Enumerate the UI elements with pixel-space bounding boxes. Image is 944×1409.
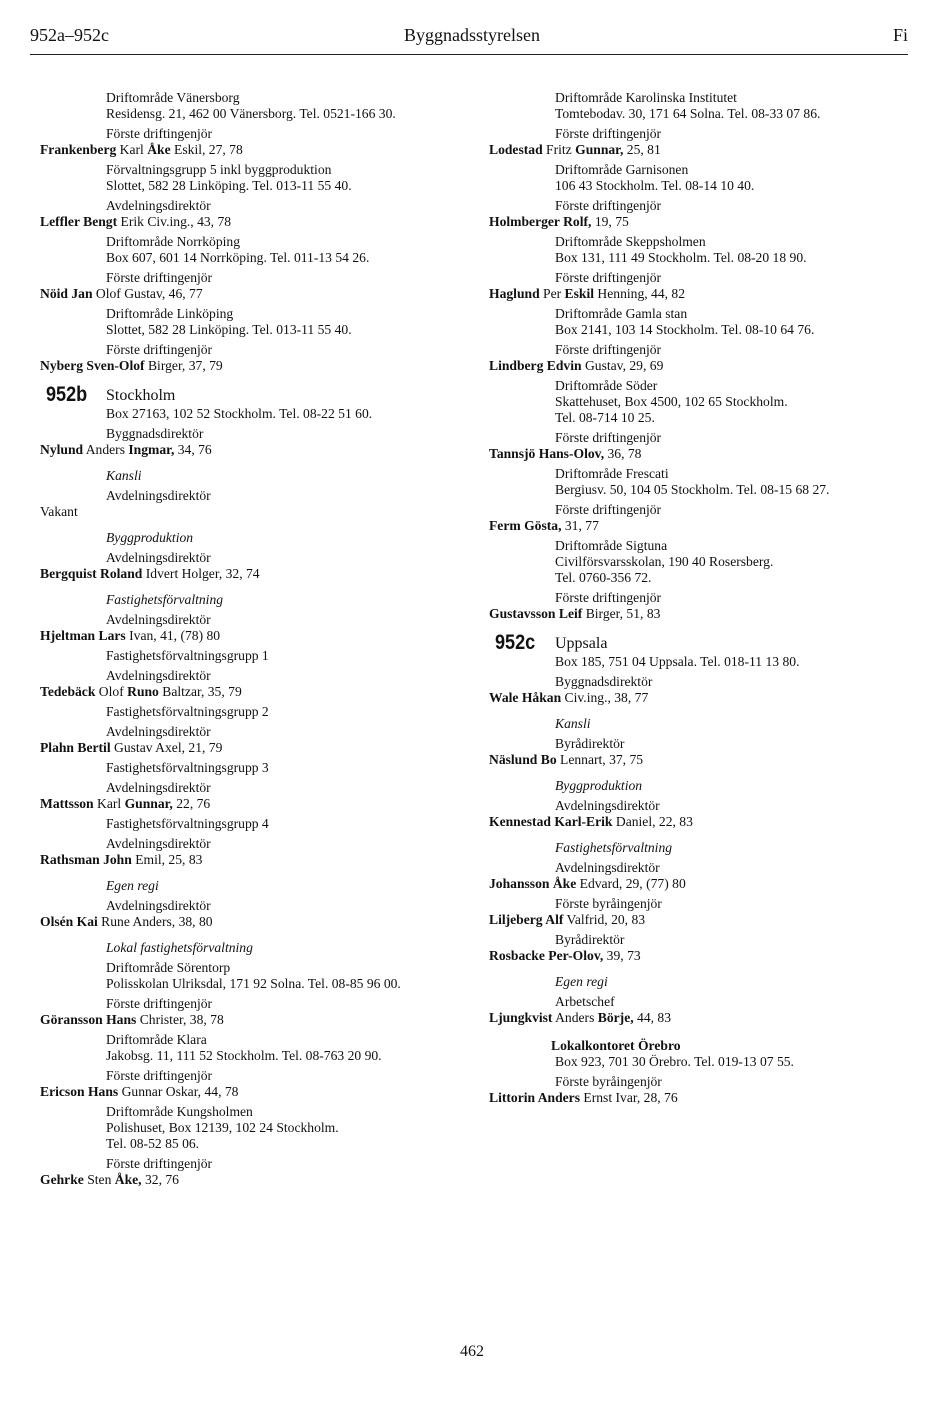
entry-title: Driftområde Vänersborg [106,90,240,105]
person-surname: Olsén Kai [40,914,98,929]
person-callname: Åke, [114,1172,142,1187]
person-surname: Johansson Åke [489,876,577,891]
left-column [40,86,470,1188]
person-details: Civ.ing., 38, 77 [561,690,649,705]
entry-title: Driftområde Klara [106,1032,207,1047]
person-surname: Wale Håkan [489,690,562,705]
person-callname: Börje, [597,1010,634,1025]
section-city: Uppsala [555,635,608,652]
entry-title: Förste byråingenjör [555,1074,662,1089]
unit-heading: Kansli [555,716,591,731]
person-callname: Eskil [564,286,595,301]
person-details: Gustav, 29, 69 [581,358,664,373]
entry-title: Förste driftingenjör [106,342,213,357]
entry-title: Driftområde Skeppsholmen [555,234,706,249]
address-line: Tel. 0760-356 72. [555,570,652,585]
header-rule [30,54,908,55]
person-surname: Liljeberg Alf [489,912,564,927]
person-details: Birger, 37, 79 [144,358,223,373]
person-surname: Tannsjö Hans-Olov, [489,446,605,461]
entry-title: Byrådirektör [555,736,625,751]
person-surname: Plahn Bertil [40,740,111,755]
address-line: 106 43 Stockholm. Tel. 08-14 10 40. [555,178,755,193]
person-details: Valfrid, 20, 83 [563,912,646,927]
person-details: Olof Gustav, 46, 77 [92,286,203,301]
person-surname: Rosbacke Per-Olov, [489,948,604,963]
entry-title: Avdelningsdirektör [106,550,211,565]
person-callname: Gunnar, [124,796,173,811]
person-surname: Frankenberg [40,142,117,157]
section-heading [489,632,919,654]
unit-heading: Kansli [106,468,142,483]
person-surname: Hjeltman Lars [40,628,126,643]
person-surname: Bergquist Roland [40,566,143,581]
person-details: 19, 75 [591,214,629,229]
address-line: Skattehuset, Box 4500, 102 65 Stockholm. [555,394,788,409]
unit-heading: Fastighetsförvaltning [555,840,673,855]
entry-title: Förste driftingenjör [555,430,662,445]
person-surname: Göransson Hans [40,1012,137,1027]
address-line: Polisskolan Ulriksdal, 171 92 Solna. Tel. 08-85 96 00. [106,976,401,991]
section-heading [40,384,470,406]
person-details: Idvert Holger, 32, 74 [142,566,260,581]
person-details: 22, 76 [172,796,211,811]
person-details: Karl [116,142,148,157]
person-details: Lennart, 37, 75 [556,752,644,767]
person-entry [40,684,470,700]
entry-title: Driftområde Sigtuna [555,538,668,553]
person-entry [40,796,470,812]
office-heading: Lokalkontoret Örebro [551,1038,681,1053]
entry-title: Driftområde Karolinska Institutet [555,90,737,105]
person-details: Baltzar, 35, 79 [158,684,242,699]
person-details: Erik Civ.ing., 43, 78 [117,214,232,229]
section-number: 952b [46,383,88,406]
address-line: Box 185, 751 04 Uppsala. Tel. 018-11 13 80. [555,654,800,669]
person-entry [489,606,919,622]
person-surname: Näslund Bo [489,752,557,767]
person-entry [489,1090,919,1106]
person-details: 25, 81 [623,142,661,157]
person-surname: Nyberg Sven-Olof [40,358,145,373]
person-callname: Runo [127,684,159,699]
entry-title: Driftområde Linköping [106,306,234,321]
running-title: Byggnadsstyrelsen [404,25,540,45]
person-details: Edvard, 29, (77) 80 [576,876,686,891]
entry-title: Förste driftingenjör [106,270,213,285]
address-line: Tomtebodav. 30, 171 64 Solna. Tel. 08-33 07 86. [555,106,821,121]
person-surname: Leffler Bengt [40,214,118,229]
person-surname: Ferm Gösta, [489,518,562,533]
person-surname: Gehrke [40,1172,84,1187]
person-details: 39, 73 [603,948,641,963]
person-entry [489,876,919,892]
person-surname: Gustavsson Leif [489,606,583,621]
entry-title: Fastighetsförvaltningsgrupp 2 [106,704,269,719]
person-surname: Holmberger Rolf, [489,214,592,229]
unit-heading: Egen regi [106,878,159,893]
entry-title: Avdelningsdirektör [106,780,211,795]
person-callname: Ingmar, [128,442,175,457]
entry-title: Avdelningsdirektör [106,198,211,213]
person-details: Eskil, 27, 78 [170,142,243,157]
entry-title: Förste driftingenjör [555,590,662,605]
person-details: Ernst Ivar, 28, 76 [580,1090,678,1105]
person-details: Per [539,286,565,301]
person-details: 36, 78 [604,446,642,461]
entry-title: Avdelningsdirektör [555,798,660,813]
person-entry [40,214,470,230]
entry-title: Fastighetsförvaltningsgrupp 1 [106,648,269,663]
entry-title: Driftområde Frescati [555,466,669,481]
person-details: Anders [83,442,129,457]
person-entry [489,214,919,230]
person-surname: Lindberg Edvin [489,358,582,373]
person-entry [40,358,470,374]
section-tag: Fi [892,25,908,45]
person-surname: Ljungkvist [489,1010,553,1025]
entry-title: Förste driftingenjör [555,270,662,285]
unit-heading: Lokal fastighetsförvaltning [106,940,253,955]
person-surname: Nylund [40,442,84,457]
person-entry [40,1172,470,1188]
person-details: Henning, 44, 82 [594,286,686,301]
person-details: Sten [83,1172,115,1187]
person-entry [40,504,470,520]
person-details: Christer, 38, 78 [136,1012,224,1027]
entry-title: Avdelningsdirektör [106,668,211,683]
person-surname: Kennestad Karl-Erik [489,814,613,829]
person-details: Olof [95,684,128,699]
person-details: Fritz [542,142,576,157]
person-surname: Littorin Anders [489,1090,581,1105]
person-entry [40,442,470,458]
person-surname: Lodestad [489,142,543,157]
person-entry [489,286,919,302]
person-details: Birger, 51, 83 [582,606,661,621]
unit-heading: Fastighetsförvaltning [106,592,224,607]
person-entry [489,948,919,964]
entry-title: Avdelningsdirektör [106,724,211,739]
person-surname: Haglund [489,286,540,301]
person-surname: Mattsson [40,796,94,811]
person-surname: Nöid Jan [40,286,93,301]
unit-heading: Egen regi [555,974,608,989]
person-surname: Tedebäck [40,684,96,699]
entry-title: Driftområde Gamla stan [555,306,688,321]
unit-heading: Byggproduktion [106,530,194,545]
person-callname: Åke [147,142,171,157]
entry-title: Driftområde Kungsholmen [106,1104,253,1119]
entry-title: Förste driftingenjör [555,502,662,517]
entry-title: Driftområde Garnisonen [555,162,689,177]
person-entry [40,1012,470,1028]
address-line: Slottet, 582 28 Linköping. Tel. 013-11 55 40. [106,178,352,193]
person-entry [489,814,919,830]
entry-title: Byggnadsdirektör [106,426,204,441]
entry-title: Byrådirektör [555,932,625,947]
address-line: Tel. 08-714 10 25. [555,410,655,425]
person-entry [489,142,919,158]
person-callname: Gunnar, [575,142,624,157]
person-details: 44, 83 [633,1010,672,1025]
entry-title: Förste driftingenjör [106,996,213,1011]
person-details: Anders [552,1010,598,1025]
entry-title: Avdelningsdirektör [106,898,211,913]
page-number: 462 [460,1343,484,1360]
person-details: Gustav Axel, 21, 79 [110,740,223,755]
address-line: Polishuset, Box 12139, 102 24 Stockholm. [106,1120,339,1135]
person-entry [40,566,470,582]
address-line: Box 923, 701 30 Örebro. Tel. 019-13 07 55. [555,1054,794,1069]
entry-title: Förste byråingenjör [555,896,662,911]
person-entry [40,286,470,302]
person-entry [40,142,470,158]
entry-title: Förste driftingenjör [106,1068,213,1083]
entry-title: Avdelningsdirektör [106,836,211,851]
person-entry [489,690,919,706]
page-range-label: 952a–952c [30,25,109,45]
address-line: Bergiusv. 50, 104 05 Stockholm. Tel. 08-15 68 27. [555,482,830,497]
entry-title: Förvaltningsgrupp 5 inkl byggproduktion [106,162,332,177]
address-line: Jakobsg. 11, 111 52 Stockholm. Tel. 08-763 20 90. [106,1048,382,1063]
entry-title: Förste driftingenjör [555,342,662,357]
person-entry [40,740,470,756]
entry-title: Avdelningsdirektör [106,612,211,627]
person-details: Emil, 25, 83 [131,852,203,867]
entry-title: Avdelningsdirektör [106,488,211,503]
person-entry [40,914,470,930]
section-city: Stockholm [106,387,176,404]
person-details: Karl [93,796,125,811]
entry-title: Förste driftingenjör [555,198,662,213]
person-details: Daniel, 22, 83 [612,814,693,829]
person-entry [489,752,919,768]
person-entry [489,1010,919,1026]
entry-title: Driftområde Sörentorp [106,960,231,975]
address-line: Residensg. 21, 462 00 Vänersborg. Tel. 0521-166 30. [106,106,396,121]
entry-title: Förste driftingenjör [106,126,213,141]
person-entry [489,358,919,374]
entry-title: Arbetschef [555,994,615,1009]
person-surname: Rathsman John [40,852,132,867]
section-number: 952c [495,631,536,654]
entry-title: Förste driftingenjör [106,1156,213,1171]
address-line: Box 131, 111 49 Stockholm. Tel. 08-20 18 90. [555,250,807,265]
address-line: Tel. 08-52 85 06. [106,1136,200,1151]
person-entry [489,446,919,462]
address-line: Box 607, 601 14 Norrköping. Tel. 011-13 54 26. [106,250,370,265]
person-entry [489,912,919,928]
right-column [489,86,919,1106]
address-line: Box 2141, 103 14 Stockholm. Tel. 08-10 64 76. [555,322,815,337]
entry-title: Driftområde Norrköping [106,234,241,249]
entry-title: Avdelningsdirektör [555,860,660,875]
person-entry [40,852,470,868]
entry-title: Fastighetsförvaltningsgrupp 4 [106,816,269,831]
person-entry [489,518,919,534]
person-details: 32, 76 [141,1172,179,1187]
person-surname: Ericson Hans [40,1084,119,1099]
person-details: Gunnar Oskar, 44, 78 [118,1084,239,1099]
person-details: Vakant [40,504,78,519]
person-details: 31, 77 [561,518,599,533]
person-details: 34, 76 [174,442,212,457]
entry-title: Byggnadsdirektör [555,674,653,689]
address-line: Slottet, 582 28 Linköping. Tel. 013-11 55 40. [106,322,352,337]
person-entry [40,1084,470,1100]
person-details: Ivan, 41, (78) 80 [125,628,221,643]
entry-title: Förste driftingenjör [555,126,662,141]
person-details: Rune Anders, 38, 80 [97,914,213,929]
address-line: Box 27163, 102 52 Stockholm. Tel. 08-22 51 60. [106,406,373,421]
unit-heading: Byggproduktion [555,778,643,793]
person-entry [40,628,470,644]
address-line: Civilförsvarsskolan, 190 40 Rosersberg. [555,554,774,569]
entry-title: Driftområde Söder [555,378,658,393]
entry-title: Fastighetsförvaltningsgrupp 3 [106,760,269,775]
